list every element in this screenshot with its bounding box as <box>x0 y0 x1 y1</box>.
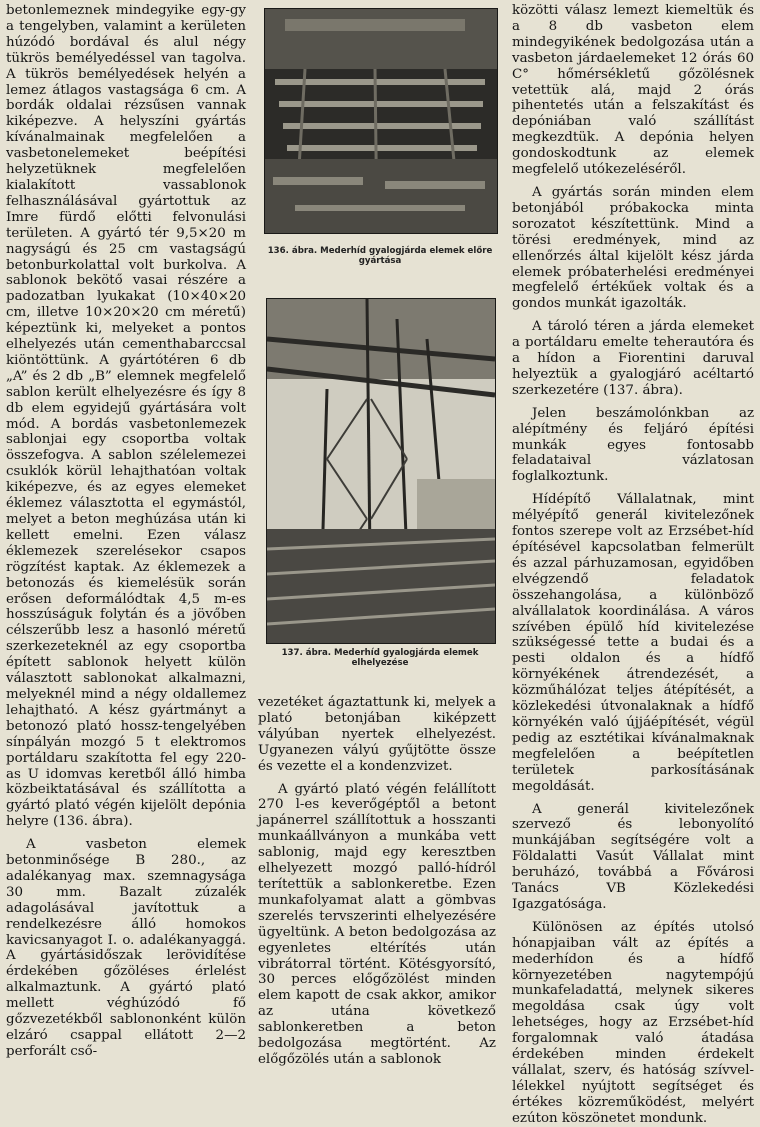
paragraph: A gyártó plató végén felállított 270 l-es keverőgéptől a betont japánerrel szállítottuk a hosszanti munkaállványon a munkába vett sablonig, majd egy keresztben elhelyezett mozgó palló-hídról terítettük a sablonkeretbe. Ezen munkafolyamat alatt a gömbvas szerelés tervszerinti elhelyezésére ügyeltünk. A beton bedolgozása az egyenletes eltérítés után vibrátorral történt. Kötésgyorsító, 30 perces előgőzölést minden elem kapott de csak akkor, amikor az utána következő sablonkeretben a beton bedolgozása megtörtént. Az előgőzölés után a sablonok <box>258 781 496 1067</box>
figure-136-photo <box>264 8 498 234</box>
paragraph: A generál kivitelezőnek szervező és lebonyolító munkájában segítségére volt a Földalatti Vasút Vállalat mint beruházó, továbbá a Fővárosi Tanács VB Közlekedési Igazgatósága. <box>512 801 754 912</box>
figure-label: ábra. <box>305 648 332 658</box>
figure-caption-text: Mederhíd gyalogjárda elemek elhelyezése <box>334 648 479 668</box>
figure-caption-text: Mederhíd gyalogjárda elemek előre gyártása <box>320 246 493 266</box>
figure-137-photo <box>266 298 496 644</box>
text-column-left <box>6 3 246 1060</box>
paragraph: betonlemeznek mindegyike egy-gy a tengelyben, valamint a kerületen húzódó bordával és alul négy tükrös bemélyedéssel van tagolva. A tükrös bemélyedések helyén a lemez átlagos vastagsága 6 cm. A bordák oldalai rézsűsen vannak kiképezve. A helyszíni gyártás kívánalmainak megfelelően a vasbetonelemeket beépítési helyzetüknek megfelelően kialakított vassablonok felhasználásával gyártottuk az Imre fürdő előtti felvonulási területen. A gyártó tér 9,5×20 m nagyságú és 25 cm vastagságú betonburkolattal volt burkolva. A sablonok bekötő vasai részére a padozatban lyukakat (10×40×20 cm, illetve 10×20×20 cm méretű) képeztünk ki, melyeket a pontos elhelyezés után cementhabarccsal kiöntöttünk. A gyártótéren 6 db „A” és 2 db „B” elemnek megfelelő sablon került elhelyezésre és így 8 db elem egyidejű gyártására volt mód. A bordás vasbetonlemezek sablonjai egy csoportba voltak összefogva. A sablon szélelemezei csuklók körül lehajthatóan voltak kiképezve, és az egyes elemeket éklemez választotta el egymástól, melyet a beton meghúzása után ki kellett emelni. Ezen válasz éklemezek szerelésekor csapos rögzítést kaptak. Az éklemezek a betonozás és kiemelésük során erősen deformálódtak 4,5 m-es hosszúságuk folytán és a jövőben célszerűbb lesz a hasonló méretű szerkezeteknél az egy csoportba épített sablonok helyett külön választott sablonokat alkalmazni, melyeknél mind a négy oldallemez lehajtható. A kész gyártmányt a betonozó plató hossz-tengelyében sínpályán mozgó 5 t elektromos portáldaru szakította fel egy 220-as U idomvas keretből álló himba közbeiktatásával és szállította a gyártó plató végén kijelölt depónia helyre (136. ábra). <box>6 3 246 830</box>
figure-number: 136. <box>267 246 289 256</box>
paragraph: közötti válasz lemezt kiemeltük és a 8 db vasbeton elem mindegyikének bedolgozása után a vasbeton járdaelemeket 12 órás 60 C° hőmérsékletű gőzölésnek vetettük alá, majd 2 órás pihentetés után a felszakítást és depóniában való szállítást megkezdtük. A depónia helyen gondoskodtunk az elemek megfelelő utókezeléséről. <box>512 3 754 178</box>
text-column-middle <box>258 695 496 1068</box>
paragraph: A gyártás során minden elem betonjából próbakocka minta sorozatot készítettünk. Mind a törési eredmények, mind az ellenőrzés által kijelölt kész járda elemek próbaterhelési eredményei megfelelő értékűek voltak és a gondos munkát igazolták. <box>512 184 754 312</box>
text-column-right <box>512 3 754 1127</box>
paragraph: A vasbeton elemek betonminősége B 280., az adalékanyag max. szemnagysága 30 mm. Bazalt zúzalék adagolásával javítottuk a rendelkezésre álló homokos kavicsanyagot I. o. adalékanyaggá. A gyártásidőszak lerövidítése érdekében gőzöléses érlelést alkalmaztunk. A gyártó plató mellett véghúzódó fő gőzvezetékből sablononként külön elzáró csappal ellátott 2—2 perforált cső- <box>6 837 246 1059</box>
figure-137-caption <box>266 648 494 668</box>
figure-136-caption <box>264 246 496 266</box>
figure-label: ábra. <box>291 246 318 256</box>
paragraph: vezetéket ágaztattunk ki, melyek a plató betonjában kiképzett vályúban nyertek elhelyezést. Ugyanezen vályú gyűjtötte össze és vezette el a kondenzvizet. <box>258 695 496 774</box>
paragraph: A tároló téren a járda elemeket a portáldaru emelte teherautóra és a hídon a Fiorentini daruval helyeztük a gyalogjáró acéltartó szerkezetére (137. ábra). <box>512 319 754 398</box>
paragraph: Különösen az építés utolsó hónapjaiban vált az építés a mederhídon és a hídfő környezetében nagytempójú munkafeladattá, melynek sikeres megoldása csak úgy volt lehetséges, hogy az Erzsébet-híd forgalomnak való átadása érdekében minden érdekelt vállalat, szerv, és hatóság szívvel-lélekkel nyújtott segítséget és értékes közreműködést, melyért ezúton köszönetet mondunk. <box>512 919 754 1126</box>
figure-number: 137. <box>281 648 303 658</box>
paragraph: Jelen beszámolónkban az alépítmény és feljáró építési munkák egyes fontosabb feladataival vázlatosan foglalkoztunk. <box>512 405 754 485</box>
paragraph: Hídépítő Vállalatnak, mint mélyépítő generál kivitelezőnek fontos szerepe volt az Erzsébet-híd építésével kapcsolatban felmerült és azzal párhuzamosan, egyidőben elvégzendő feladatok összehangolása, a különböző alvállalatok koordinálása. A város szívében épülő híd kivitelezése szükségessé tette a budai és a pesti oldalon és a hídfő környékének átrendezését, a közműhálózat teljes átépítését, a közlekedési útvonalaknak a hídfő környékén való újjáépítését, végül pedig az esztétikai kívánalmaknak megfelelően a beépítetlen területek parkosításának megoldását. <box>512 492 754 794</box>
